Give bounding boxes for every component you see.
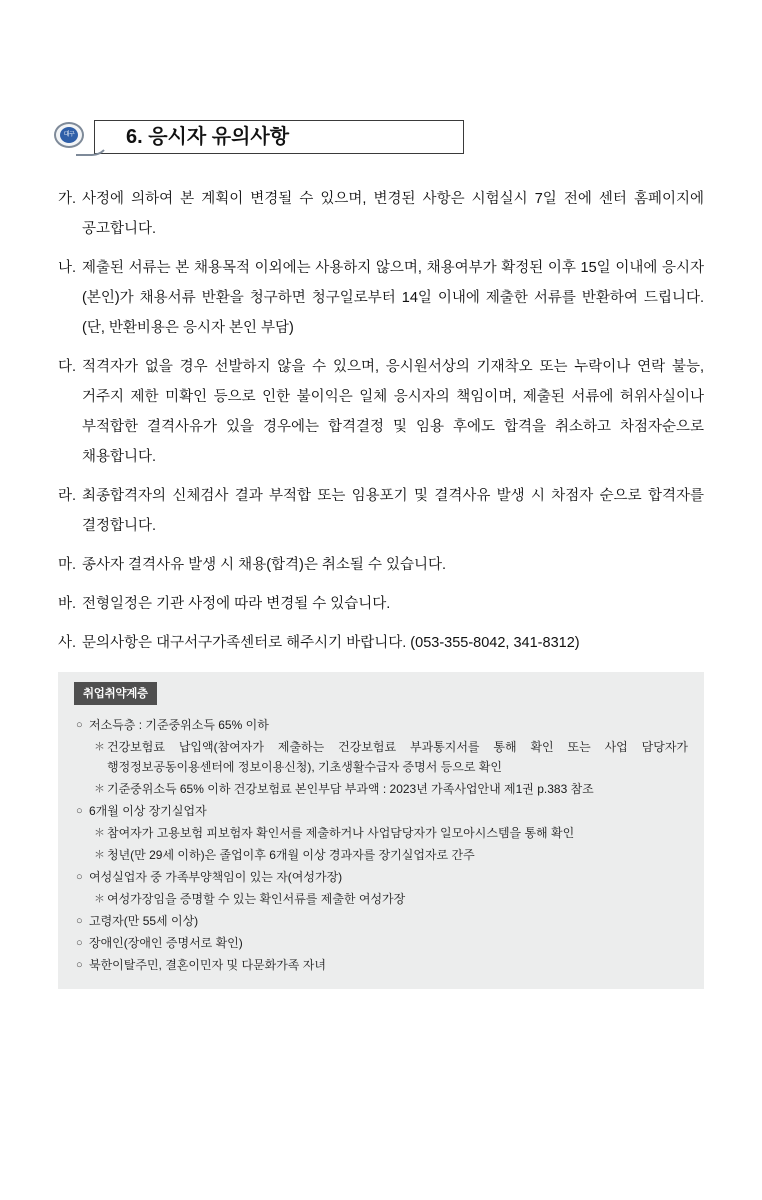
list-item: [58, 628, 704, 658]
list-item-text: 북한이탈주민, 결혼이민자 및 다문화가족 자녀: [89, 958, 326, 972]
list-bullet: ＊: [94, 849, 105, 861]
list-item-marker: 다.: [58, 359, 77, 375]
emblem-label: 대구: [63, 132, 75, 138]
list-bullet: ＊: [94, 893, 105, 905]
list-item: [74, 955, 688, 975]
page-title: 6. 응시자 유의사항: [126, 126, 290, 148]
list-item-marker: 바.: [58, 596, 77, 612]
list-item: [74, 911, 688, 931]
list-item: [74, 779, 688, 799]
list-item: [58, 481, 704, 541]
list-bullet: ○: [76, 959, 83, 971]
list-item-marker: 가.: [58, 191, 77, 207]
list-bullet: ○: [76, 937, 83, 949]
list-item-text: 제출된 서류는 본 채용목적 이외에는 사용하지 않으며, 채용여부가 확정된 이후 15일 이내에 응시자(본인)가 채용서류 반환을 청구하면 청구일로부터 14일 이내에 제출한 서류를 반환하여 드립니다. (단, 반환비용은 응시자 본인 부담): [82, 260, 704, 336]
list-item: [58, 253, 704, 343]
document-page: [0, 120, 762, 1200]
list-item-marker: 마.: [58, 557, 77, 573]
list-item: [74, 715, 688, 735]
list-item-text: 사정에 의하여 본 계획이 변경될 수 있으며, 변경된 사항은 시험실시 7일 전에 센터 홈페이지에 공고합니다.: [82, 191, 704, 237]
list-item-text: 여성가장임을 증명할 수 있는 확인서류를 제출한 여성가장: [107, 892, 406, 906]
list-item-text: 전형일정은 기관 사정에 따라 변경될 수 있습니다.: [82, 596, 391, 612]
list-item: [74, 845, 688, 865]
list-item-text: 장애인(장애인 증명서로 확인): [89, 936, 243, 950]
list-item: [74, 801, 688, 821]
list-item: [74, 737, 688, 777]
list-item: [74, 867, 688, 887]
list-item: [58, 184, 704, 244]
list-item-text: 기준중위소득 65% 이하 건강보험료 본인부담 부과액 : 2023년 가족사업안내 제1권 p.383 참조: [107, 782, 594, 796]
list-item-marker: 나.: [58, 260, 77, 276]
notice-list: [58, 184, 704, 658]
list-item: [74, 889, 688, 909]
section-header: [58, 120, 704, 160]
status-badge: 취업취약계층: [74, 682, 157, 705]
list-item-text: 참여자가 고용보험 피보험자 확인서를 제출하거나 사업담당자가 일모아시스템을 통해 확인: [107, 826, 575, 840]
list-item-text: 문의사항은 대구서구가족센터로 해주시기 바랍니다. (053-355-8042, 341-8312): [82, 635, 580, 651]
list-bullet: ＊: [94, 827, 105, 839]
list-item-text: 저소득층 : 기준중위소득 65% 이하: [89, 718, 269, 732]
list-bullet: ＊: [94, 741, 105, 753]
list-item-text: 건강보험료 납입액(참여자가 제출하는 건강보험료 부과통지서를 통해 확인 또는 사업 담당자가 행정정보공동이용센터에 정보이용신청), 기초생활수급자 증명서 등으로 확인: [107, 740, 688, 774]
list-item: [58, 352, 704, 472]
list-item: [58, 589, 704, 619]
list-bullet: ○: [76, 915, 83, 927]
list-bullet: ○: [76, 871, 83, 883]
list-item-text: 여성실업자 중 가족부양책임이 있는 자(여성가장): [89, 870, 343, 884]
list-item-text: 최종합격자의 신체검사 결과 부적합 또는 임용포기 및 결격사유 발생 시 차점자 순으로 합격자를 결정합니다.: [82, 488, 704, 534]
list-item-text: 적격자가 없을 경우 선발하지 않을 수 있으며, 응시원서상의 기재착오 또는 누락이나 연락 불능, 거주지 제한 미확인 등으로 인한 불이익은 일체 응시자의 책임이며, 제출된 서류에 허위사실이나 부적합한 결격사유가 있을 경우에는 합격결정 및 임용 후에도 합격을 취소하고 차점자순으로 채용합니다.: [82, 359, 704, 465]
emblem-inner: [60, 127, 78, 143]
emblem-icon: [54, 120, 88, 150]
list-item: [74, 933, 688, 953]
vulnerable-group-box: [58, 672, 704, 989]
list-bullet: ○: [76, 805, 83, 817]
list-item-marker: 사.: [58, 635, 77, 651]
list-bullet: ＊: [94, 783, 105, 795]
list-item-text: 고령자(만 55세 이상): [89, 914, 199, 928]
list-item: [58, 550, 704, 580]
list-bullet: ○: [76, 719, 83, 731]
list-item: [74, 823, 688, 843]
list-item-marker: 라.: [58, 488, 77, 504]
list-item-text: 종사자 결격사유 발생 시 채용(합격)은 취소될 수 있습니다.: [82, 557, 447, 573]
list-item-text: 청년(만 29세 이하)은 졸업이후 6개월 이상 경과자를 장기실업자로 간주: [107, 848, 475, 862]
list-item-text: 6개월 이상 장기실업자: [89, 804, 207, 818]
